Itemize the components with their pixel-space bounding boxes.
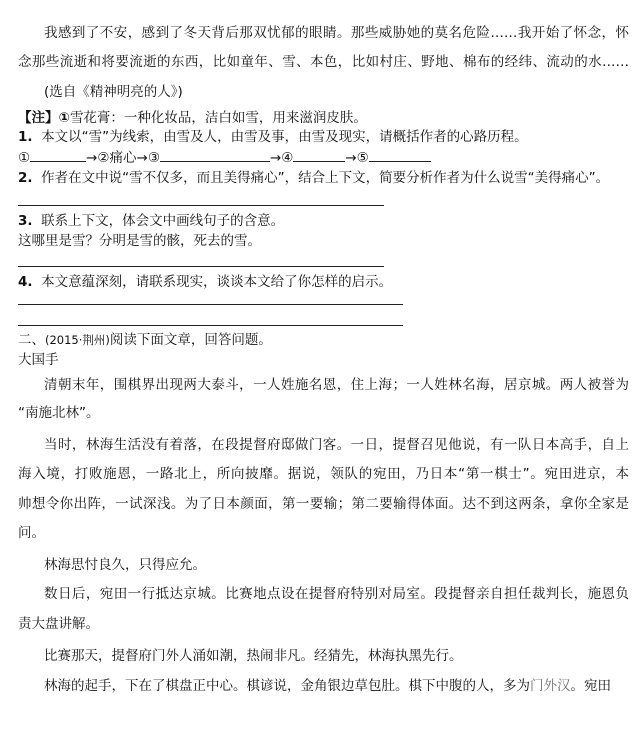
section-heading <box>18 331 272 349</box>
chain-step-1: ① <box>18 150 31 166</box>
section-source: (2015·荆州) <box>45 333 110 347</box>
story-line: “南施北林”。 <box>18 405 100 421</box>
story-line <box>44 677 611 695</box>
question-text: 作者在文中说“雪不仅多，而且美得痛心”，结合上下文，简要分析作者为什么说雪“美得痛心”。 <box>41 170 610 186</box>
answer-line[interactable] <box>18 325 403 326</box>
question-number: 4. <box>18 274 33 290</box>
story-title: 大国手 <box>18 352 59 368</box>
story-text: 林海的起手，下在了棋盘正中心。棋谚说，金角银边草包肚。棋下中腹的人，多为 <box>44 678 530 694</box>
answer-line[interactable] <box>18 266 384 267</box>
answer-blank-5[interactable] <box>369 148 431 162</box>
story-text: 。宛田 <box>570 678 611 694</box>
note-bracket: 【注】 <box>18 110 59 126</box>
story-line: 林海思忖良久，只得应允。 <box>44 557 206 573</box>
passage-source: (选自《精神明亮的人》) <box>44 84 183 100</box>
chain-step-4: →④ <box>269 150 294 166</box>
passage-line: 念那些流逝和将要流逝的东西，比如童年、雪、本色，比如村庄、野地、棉布的经纬、流动的水…… <box>18 54 629 70</box>
story-line: 帅想令你出阵，一试深浅。为了日本颜面，第一要输；第二要输得体面。达不到这两条，拿你全家是 <box>18 496 629 512</box>
answer-blank-3[interactable] <box>160 148 270 162</box>
question-text: 本文以“雪”为线索，由雪及人，由雪及事，由雪及现实，请概括作者的心路历程。 <box>41 129 528 145</box>
answer-line[interactable] <box>18 304 403 305</box>
story-line: 数日后，宛田一行抵达京城。比赛地点设在提督府特别对局室。段提督亲自担任裁判长，施恩负 <box>44 586 629 602</box>
answer-line[interactable] <box>18 205 384 206</box>
story-line: 海入境，打败施恩，一路北上，所向披靡。据说，领队的宛田，乃日本“第一棋士”。宛田进京，本 <box>18 466 629 482</box>
story-line: 清朝末年，围棋界出现两大泰斗，一人姓施名恩，住上海；一人姓林名海，居京城。两人被誉为 <box>44 377 629 393</box>
question-4 <box>18 273 392 291</box>
quoted-sentence: 这哪里是雪？分明是雪的骸，死去的雪。 <box>18 233 261 249</box>
chain-step-2: →②痛心→③ <box>86 150 160 166</box>
question-number: 1. <box>18 129 33 145</box>
section-instruction: 阅读下面文章，回答问题。 <box>109 332 272 348</box>
answer-blank-1[interactable] <box>30 148 86 162</box>
question-1 <box>18 128 528 146</box>
question-number: 3. <box>18 213 33 229</box>
note-number: ① <box>58 110 70 126</box>
story-text-faded: 门外汉 <box>530 678 571 694</box>
story-line: 比赛那天，提督府门外人涌如潮，热闹非凡。经猜先，林海执黑先行。 <box>44 648 463 664</box>
passage-line: 我感到了不安，感到了冬天背后那双忧郁的眼睛。那些威胁她的莫名危险……我开始了怀念，怀 <box>44 25 629 41</box>
section-prefix: 二、 <box>18 332 45 348</box>
question-text: 联系上下文，体会文中画线句子的含意。 <box>41 213 285 229</box>
story-line: 责大盘讲解。 <box>18 616 99 632</box>
story-line: 问。 <box>18 525 45 541</box>
story-line: 当时，林海生活没有着落，在段提督府邸做门客。一日，提督召见他说，有一队日本高手，自上 <box>44 437 629 453</box>
answer-blank-4[interactable] <box>293 148 345 162</box>
question-3 <box>18 212 284 230</box>
question-number: 2. <box>18 170 33 186</box>
answer-chain <box>18 148 431 167</box>
question-text: 本文意蕴深刻，请联系现实，谈谈本文给了你怎样的启示。 <box>41 274 393 290</box>
note-text: 雪花膏：一种化妆品，洁白如雪，用来滋润皮肤。 <box>69 110 367 126</box>
chain-step-5: →⑤ <box>345 150 369 166</box>
annotation <box>18 109 367 127</box>
question-2 <box>18 169 609 187</box>
